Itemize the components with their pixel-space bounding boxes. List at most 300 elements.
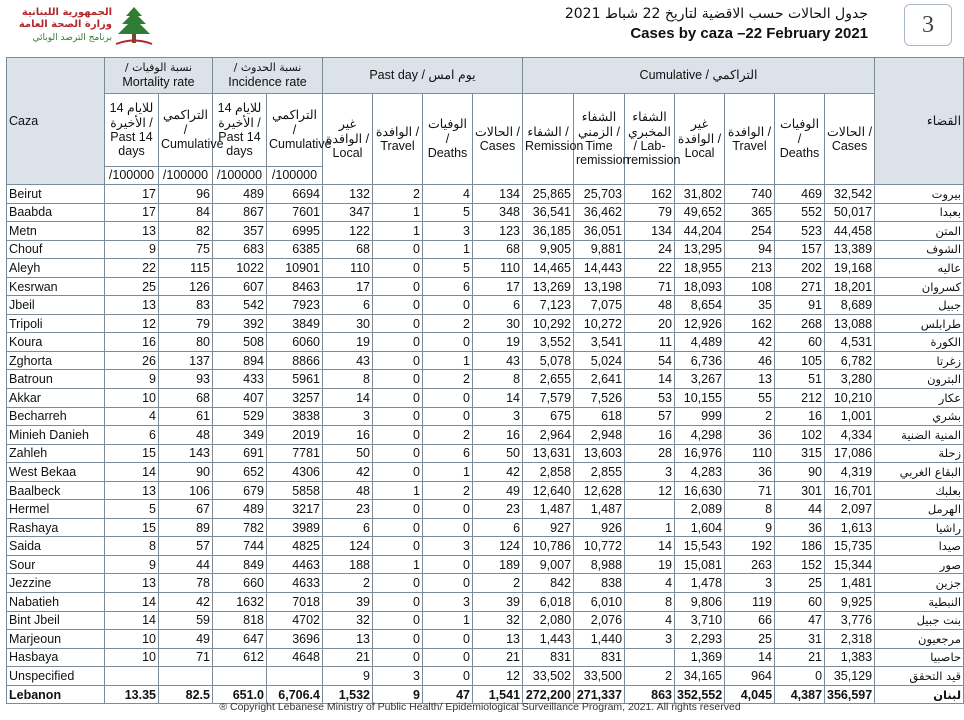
pastday-local-cell: 17 xyxy=(323,277,373,296)
lab-remission-cell: 2 xyxy=(625,667,675,686)
pastday-travel-cell: 3 xyxy=(373,667,423,686)
incidence-past14-cell xyxy=(213,667,267,686)
lab-remission-cell: 19 xyxy=(625,555,675,574)
mortality-cumulative-cell xyxy=(159,667,213,686)
pastday-local-cell: 124 xyxy=(323,537,373,556)
pastday-cases-cell: 124 xyxy=(473,537,523,556)
cumulative-travel-cell: 263 xyxy=(725,555,775,574)
pastday-group-header: Past day / يوم امس xyxy=(323,58,523,94)
cumulative-cases-cell: 1,383 xyxy=(825,648,875,667)
time-remission-cell: 2,948 xyxy=(574,426,625,445)
cumulative-travel-cell: 9 xyxy=(725,518,775,537)
time-remission-cell: 10,272 xyxy=(574,314,625,333)
caza-arabic-cell: البقاع الغربي xyxy=(875,463,964,482)
pastday-local-cell: 132 xyxy=(323,185,373,204)
mortality-past14-header: للايام 14 الأخيرة / Past 14 days xyxy=(105,94,159,167)
mortality-past14-cell: 5 xyxy=(105,500,159,519)
cumulative-local-cell: 4,298 xyxy=(675,426,725,445)
pastday-local-cell: 32 xyxy=(323,611,373,630)
lab-remission-cell: 4 xyxy=(625,574,675,593)
time-remission-cell: 3,541 xyxy=(574,333,625,352)
time-remission-cell: 8,988 xyxy=(574,555,625,574)
cumulative-travel-cell: 94 xyxy=(725,240,775,259)
cumulative-local-cell: 18,093 xyxy=(675,277,725,296)
table-row xyxy=(7,518,964,537)
mortality-cumulative-cell: 82 xyxy=(159,222,213,241)
remission-cell: 36,185 xyxy=(523,222,574,241)
incidence-cumulative-cell: 8866 xyxy=(267,351,323,370)
mortality-cumulative-cell: 44 xyxy=(159,555,213,574)
remission-cell: 3,552 xyxy=(523,333,574,352)
pastday-deaths-cell: 47 xyxy=(423,685,473,704)
incidence-past14-cell: 652 xyxy=(213,463,267,482)
time-remission-cell: 13,198 xyxy=(574,277,625,296)
mortality-cumulative-cell: 93 xyxy=(159,370,213,389)
cumulative-local-cell: 4,489 xyxy=(675,333,725,352)
cumulative-local-cell: 3,710 xyxy=(675,611,725,630)
cumulative-local-cell: 2,089 xyxy=(675,500,725,519)
cumulative-deaths-cell: 152 xyxy=(775,555,825,574)
mortality-group-english: Mortality rate xyxy=(122,74,195,89)
caza-cell: Minieh Danieh xyxy=(7,426,105,445)
cumulative-cases-cell: 50,017 xyxy=(825,203,875,222)
time-remission-cell: 36,462 xyxy=(574,203,625,222)
incidence-past14-header: للايام 14 الأخيرة / Past 14 days xyxy=(213,94,267,167)
time-remission-cell: 2,076 xyxy=(574,611,625,630)
pastday-deaths-cell: 0 xyxy=(423,518,473,537)
cumulative-cases-cell: 8,689 xyxy=(825,296,875,315)
incidence-past14-cell: 1632 xyxy=(213,593,267,612)
pastday-deaths-cell: 0 xyxy=(423,407,473,426)
remission-cell: 1,443 xyxy=(523,630,574,649)
caza-cell: Becharreh xyxy=(7,407,105,426)
pastday-travel-cell: 0 xyxy=(373,537,423,556)
caza-arabic-cell: بنت جبيل xyxy=(875,611,964,630)
time-remission-cell: 25,703 xyxy=(574,185,625,204)
mortality-cumulative-cell: 82.5 xyxy=(159,685,213,704)
incidence-cumulative-cell: 10901 xyxy=(267,259,323,278)
lab-remission-cell: 3 xyxy=(625,630,675,649)
pastday-local-cell: 68 xyxy=(323,240,373,259)
remission-cell: 2,964 xyxy=(523,426,574,445)
cumulative-local-cell: 34,165 xyxy=(675,667,725,686)
time-remission-cell: 12,628 xyxy=(574,481,625,500)
cumulative-deaths-cell: 21 xyxy=(775,648,825,667)
cumulative-travel-cell: 66 xyxy=(725,611,775,630)
mortality-past14-cell: 9 xyxy=(105,555,159,574)
caza-cell: Beirut xyxy=(7,185,105,204)
remission-cell: 5,078 xyxy=(523,351,574,370)
incidence-cumulative-cell: 3257 xyxy=(267,389,323,408)
mortality-past14-cell: 13 xyxy=(105,574,159,593)
caza-header: Caza xyxy=(7,58,105,185)
pastday-travel-cell: 0 xyxy=(373,500,423,519)
caza-cell: Akkar xyxy=(7,389,105,408)
pastday-cases-cell: 2 xyxy=(473,574,523,593)
mortality-cumulative-cell: 61 xyxy=(159,407,213,426)
incidence-past14-cell: 1022 xyxy=(213,259,267,278)
incidence-past14-cell: 647 xyxy=(213,630,267,649)
lab-remission-cell: 14 xyxy=(625,370,675,389)
lab-remission-cell: 134 xyxy=(625,222,675,241)
cumulative-cases-cell: 356,597 xyxy=(825,685,875,704)
cumulative-cases-cell: 35,129 xyxy=(825,667,875,686)
caza-arabic-cell: بعلبك xyxy=(875,481,964,500)
remission-cell: 36,541 xyxy=(523,203,574,222)
cumulative-deaths-cell: 4,387 xyxy=(775,685,825,704)
mortality-past14-cell: 9 xyxy=(105,240,159,259)
caza-cell: Koura xyxy=(7,333,105,352)
caza-cell: Zghorta xyxy=(7,351,105,370)
caza-arabic-cell: عكار xyxy=(875,389,964,408)
cumulative-travel-cell: 42 xyxy=(725,333,775,352)
unit-label: /100000 xyxy=(267,167,323,185)
pastday-travel-cell: 1 xyxy=(373,203,423,222)
mortality-cumulative-cell: 137 xyxy=(159,351,213,370)
remission-cell: 12,640 xyxy=(523,481,574,500)
mortality-cumulative-cell: 71 xyxy=(159,648,213,667)
mortality-past14-cell: 26 xyxy=(105,351,159,370)
cumulative-travel-cell: 740 xyxy=(725,185,775,204)
table-row xyxy=(7,314,964,333)
incidence-past14-cell: 407 xyxy=(213,389,267,408)
pastday-cases-cell: 68 xyxy=(473,240,523,259)
time-remission-cell: 33,500 xyxy=(574,667,625,686)
mortality-cumulative-cell: 79 xyxy=(159,314,213,333)
mortality-past14-cell: 9 xyxy=(105,370,159,389)
incidence-past14-cell: 489 xyxy=(213,500,267,519)
caza-arabic-cell: عاليه xyxy=(875,259,964,278)
caza-arabic-cell: الهرمل xyxy=(875,500,964,519)
cumulative-local-cell: 16,630 xyxy=(675,481,725,500)
incidence-past14-cell: 349 xyxy=(213,426,267,445)
pastday-cases-cell: 43 xyxy=(473,351,523,370)
incidence-cumulative-cell: 5858 xyxy=(267,481,323,500)
pastday-travel-cell: 0 xyxy=(373,593,423,612)
pastday-travel-cell: 0 xyxy=(373,407,423,426)
logo-text-line2: وزارة الصحة العامة xyxy=(18,19,112,30)
incidence-cumulative-cell: 7601 xyxy=(267,203,323,222)
lab-remission-cell: 12 xyxy=(625,481,675,500)
caza-arabic-cell: صيدا xyxy=(875,537,964,556)
mortality-past14-cell: 10 xyxy=(105,389,159,408)
cumulative-travel-cell: 365 xyxy=(725,203,775,222)
remission-cell: 9,007 xyxy=(523,555,574,574)
cumulative-deaths-cell: 186 xyxy=(775,537,825,556)
cases-table xyxy=(6,57,964,704)
mortality-cumulative-cell: 84 xyxy=(159,203,213,222)
caza-cell: Baalbeck xyxy=(7,481,105,500)
cumulative-deaths-cell: 271 xyxy=(775,277,825,296)
time-remission-cell: 926 xyxy=(574,518,625,537)
pastday-cases-cell: 6 xyxy=(473,518,523,537)
incidence-cumulative-cell: 5961 xyxy=(267,370,323,389)
caza-cell: Hermel xyxy=(7,500,105,519)
mortality-cumulative-cell: 89 xyxy=(159,518,213,537)
caza-arabic-cell: البترون xyxy=(875,370,964,389)
pastday-cases-cell: 42 xyxy=(473,463,523,482)
incidence-cumulative-cell: 3696 xyxy=(267,630,323,649)
table-row xyxy=(7,574,964,593)
incidence-cumulative-cell: 3838 xyxy=(267,407,323,426)
remission-cell: 7,579 xyxy=(523,389,574,408)
caza-cell: Rashaya xyxy=(7,518,105,537)
mortality-past14-cell: 13 xyxy=(105,481,159,500)
table-row xyxy=(7,351,964,370)
time-remission-cell: 1,440 xyxy=(574,630,625,649)
cumulative-travel-cell: 36 xyxy=(725,426,775,445)
cumulative-deaths-cell: 102 xyxy=(775,426,825,445)
incidence-cumulative-cell: 7018 xyxy=(267,593,323,612)
lab-remission-cell: 863 xyxy=(625,685,675,704)
mortality-cumulative-cell: 57 xyxy=(159,537,213,556)
time-remission-cell: 1,487 xyxy=(574,500,625,519)
cumulative-travel-cell: 213 xyxy=(725,259,775,278)
pastday-deaths-cell: 0 xyxy=(423,500,473,519)
incidence-cumulative-cell: 6,706.4 xyxy=(267,685,323,704)
mortality-past14-cell: 25 xyxy=(105,277,159,296)
incidence-past14-cell: 849 xyxy=(213,555,267,574)
cumulative-travel-cell: 13 xyxy=(725,370,775,389)
pastday-travel-cell: 0 xyxy=(373,296,423,315)
cumulative-cases-cell: 4,319 xyxy=(825,463,875,482)
remission-cell: 10,786 xyxy=(523,537,574,556)
document-title xyxy=(565,6,868,42)
caza-arabic-cell: الشوف xyxy=(875,240,964,259)
time-remission-cell: 831 xyxy=(574,648,625,667)
caza-cell: Batroun xyxy=(7,370,105,389)
cumulative-travel-cell: 110 xyxy=(725,444,775,463)
pastday-travel-cell: 0 xyxy=(373,333,423,352)
pastday-cases-cell: 134 xyxy=(473,185,523,204)
table-row xyxy=(7,611,964,630)
pastday-travel-cell: 0 xyxy=(373,444,423,463)
pastday-cases-cell: 189 xyxy=(473,555,523,574)
pastday-cases-cell: 16 xyxy=(473,426,523,445)
caza-arabic-cell: حاصبيا xyxy=(875,648,964,667)
mortality-past14-cell: 12 xyxy=(105,314,159,333)
table-row xyxy=(7,277,964,296)
mortality-cumulative-cell: 48 xyxy=(159,426,213,445)
lab-remission-cell: 16 xyxy=(625,426,675,445)
remission-cell: 14,465 xyxy=(523,259,574,278)
incidence-cumulative-cell: 3989 xyxy=(267,518,323,537)
unit-label: /100000 xyxy=(159,167,213,185)
table-row xyxy=(7,648,964,667)
caza-arabic-cell: زغرتا xyxy=(875,351,964,370)
pastday-deaths-cell: 2 xyxy=(423,370,473,389)
cumulative-local-cell: 44,204 xyxy=(675,222,725,241)
pastday-local-cell: 16 xyxy=(323,426,373,445)
remission-cell: 7,123 xyxy=(523,296,574,315)
incidence-past14-cell: 867 xyxy=(213,203,267,222)
cumulative-travel-cell: 35 xyxy=(725,296,775,315)
caza-cell: Jezzine xyxy=(7,574,105,593)
incidence-past14-cell: 782 xyxy=(213,518,267,537)
pastday-cases-cell: 12 xyxy=(473,667,523,686)
cumulative-deaths-cell: 157 xyxy=(775,240,825,259)
lab-remission-cell: 1 xyxy=(625,518,675,537)
table-row xyxy=(7,333,964,352)
caza-arabic-cell: لبنان xyxy=(875,685,964,704)
time-remission-cell: 618 xyxy=(574,407,625,426)
pastday-deaths-cell: 1 xyxy=(423,351,473,370)
pastday-deaths-cell: 1 xyxy=(423,463,473,482)
cumulative-local-cell: 31,802 xyxy=(675,185,725,204)
cumulative-local-cell: 18,955 xyxy=(675,259,725,278)
pastday-deaths-cell: 6 xyxy=(423,277,473,296)
copyright-footer: ® Copyright Lebanese Ministry of Public Health/ Epidemiological Surveillance Program, 2021. All rights reserved xyxy=(219,701,741,713)
caza-cell: Aleyh xyxy=(7,259,105,278)
cumulative-travel-cell: 192 xyxy=(725,537,775,556)
time-remission-cell: 2,855 xyxy=(574,463,625,482)
mortality-past14-cell: 17 xyxy=(105,203,159,222)
pastday-local-cell: 23 xyxy=(323,500,373,519)
cumulative-deaths-cell: 523 xyxy=(775,222,825,241)
caza-cell: Sour xyxy=(7,555,105,574)
pastday-travel-cell: 0 xyxy=(373,648,423,667)
pastday-travel-cell: 0 xyxy=(373,426,423,445)
caza-cell: Metn xyxy=(7,222,105,241)
cumulative-deaths-cell: 105 xyxy=(775,351,825,370)
table-row xyxy=(7,537,964,556)
cumulative-cases-cell: 16,701 xyxy=(825,481,875,500)
cumulative-deaths-cell: 31 xyxy=(775,630,825,649)
time-remission-cell: 6,010 xyxy=(574,593,625,612)
pastday-travel-cell: 0 xyxy=(373,370,423,389)
lab-remission-cell: 14 xyxy=(625,537,675,556)
pastday-travel-cell: 0 xyxy=(373,259,423,278)
pastday-local-cell: 8 xyxy=(323,370,373,389)
mortality-group-header xyxy=(105,58,213,94)
caza-cell: Zahleh xyxy=(7,444,105,463)
mortality-past14-cell: 4 xyxy=(105,407,159,426)
cumulative-cases-cell: 4,334 xyxy=(825,426,875,445)
incidence-cumulative-cell: 3849 xyxy=(267,314,323,333)
table-row xyxy=(7,185,964,204)
pastday-cases-cell: 348 xyxy=(473,203,523,222)
incidence-group-arabic: نسبة الحدوث / xyxy=(233,60,302,74)
cumulative-cases-cell: 1,481 xyxy=(825,574,875,593)
cumulative-cases-cell: 4,531 xyxy=(825,333,875,352)
table-body xyxy=(7,185,964,704)
cumulative-cases-cell: 17,086 xyxy=(825,444,875,463)
pastday-cases-cell: 50 xyxy=(473,444,523,463)
lab-remission-cell: 54 xyxy=(625,351,675,370)
incidence-cumulative-cell: 6694 xyxy=(267,185,323,204)
pastday-cases-cell: 19 xyxy=(473,333,523,352)
lab-remission-cell xyxy=(625,500,675,519)
cumulative-cases-header: الحالات / Cases xyxy=(825,94,875,185)
incidence-cumulative-cell: 4825 xyxy=(267,537,323,556)
remission-cell: 33,502 xyxy=(523,667,574,686)
pastday-deaths-cell: 3 xyxy=(423,593,473,612)
cumulative-local-cell: 12,926 xyxy=(675,314,725,333)
mortality-past14-cell: 16 xyxy=(105,333,159,352)
table-row xyxy=(7,370,964,389)
incidence-past14-cell: 433 xyxy=(213,370,267,389)
cumulative-cases-cell: 3,280 xyxy=(825,370,875,389)
mortality-past14-cell: 13 xyxy=(105,222,159,241)
mortality-past14-cell: 14 xyxy=(105,611,159,630)
incidence-past14-cell: 357 xyxy=(213,222,267,241)
table-row xyxy=(7,222,964,241)
cumulative-local-header: غير الوافدة / Local xyxy=(675,94,725,185)
table-row xyxy=(7,444,964,463)
cumulative-travel-cell: 71 xyxy=(725,481,775,500)
cumulative-cases-cell: 1,613 xyxy=(825,518,875,537)
cumulative-travel-cell: 55 xyxy=(725,389,775,408)
table-row xyxy=(7,426,964,445)
pastday-local-cell: 6 xyxy=(323,296,373,315)
mortality-cumulative-header: التراكمي / Cumulative xyxy=(159,94,213,167)
table-row xyxy=(7,240,964,259)
time-remission-cell: 271,337 xyxy=(574,685,625,704)
lab-remission-cell: 48 xyxy=(625,296,675,315)
caza-cell: Marjeoun xyxy=(7,630,105,649)
mortality-cumulative-cell: 68 xyxy=(159,389,213,408)
cumulative-local-cell: 352,552 xyxy=(675,685,725,704)
pastday-travel-cell: 2 xyxy=(373,185,423,204)
incidence-cumulative-cell: 6060 xyxy=(267,333,323,352)
incidence-past14-cell: 542 xyxy=(213,296,267,315)
logo-text-line1: الجمهورية اللبنانية xyxy=(21,7,112,18)
pastday-deaths-cell: 0 xyxy=(423,389,473,408)
lab-remission-cell: 24 xyxy=(625,240,675,259)
cumulative-deaths-cell: 0 xyxy=(775,667,825,686)
caza-cell: Baabda xyxy=(7,203,105,222)
incidence-cumulative-cell: 6385 xyxy=(267,240,323,259)
incidence-cumulative-cell xyxy=(267,667,323,686)
caza-cell: Nabatieh xyxy=(7,593,105,612)
pastday-local-cell: 2 xyxy=(323,574,373,593)
pastday-deaths-cell: 0 xyxy=(423,648,473,667)
time-remission-cell: 10,772 xyxy=(574,537,625,556)
remission-cell: 2,080 xyxy=(523,611,574,630)
pastday-cases-cell: 39 xyxy=(473,593,523,612)
remission-cell: 6,018 xyxy=(523,593,574,612)
cumulative-travel-cell: 964 xyxy=(725,667,775,686)
pastday-travel-cell: 0 xyxy=(373,611,423,630)
cumulative-travel-cell: 119 xyxy=(725,593,775,612)
caza-arabic-cell: صور xyxy=(875,555,964,574)
pastday-local-cell: 13 xyxy=(323,630,373,649)
pastday-deaths-cell: 0 xyxy=(423,630,473,649)
mortality-cumulative-cell: 96 xyxy=(159,185,213,204)
remission-cell: 1,487 xyxy=(523,500,574,519)
cumulative-local-cell: 15,081 xyxy=(675,555,725,574)
cumulative-cases-cell: 2,318 xyxy=(825,630,875,649)
caza-cell: Lebanon xyxy=(7,685,105,704)
pastday-cases-cell: 110 xyxy=(473,259,523,278)
ministry-logo xyxy=(8,4,158,48)
pastday-local-cell: 21 xyxy=(323,648,373,667)
caza-cell: Unspecified xyxy=(7,667,105,686)
table-row xyxy=(7,203,964,222)
lab-remission-cell: 79 xyxy=(625,203,675,222)
caza-arabic-cell: راشيا xyxy=(875,518,964,537)
cumulative-travel-cell: 162 xyxy=(725,314,775,333)
lab-remission-cell: 28 xyxy=(625,444,675,463)
lab-remission-cell: 22 xyxy=(625,259,675,278)
cumulative-deaths-cell: 315 xyxy=(775,444,825,463)
caza-cell: Jbeil xyxy=(7,296,105,315)
lab-remission-cell: 20 xyxy=(625,314,675,333)
lab-remission-cell xyxy=(625,648,675,667)
pastday-cases-cell: 30 xyxy=(473,314,523,333)
caza-cell: Kesrwan xyxy=(7,277,105,296)
caza-arabic-cell: جزين xyxy=(875,574,964,593)
